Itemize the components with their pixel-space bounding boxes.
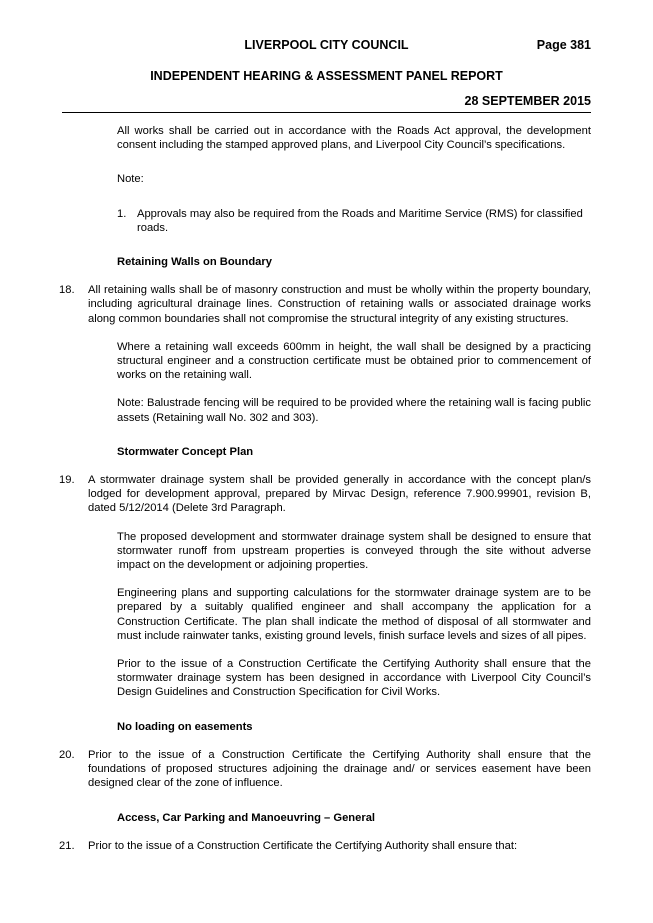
document-body [59, 124, 591, 853]
condition-18 [59, 283, 591, 326]
note-item-text: Approvals may also be required from the Roads and Maritime Service (RMS) for classified roads. [137, 207, 583, 234]
report-date: 28 SEPTEMBER 2015 [464, 94, 591, 108]
note-label: Note: [117, 173, 144, 186]
heading-retaining-walls: Retaining Walls on Boundary [117, 256, 272, 269]
condition-21 [59, 839, 591, 853]
condition-18-paragraph-2: Where a retaining wall exceeds 600mm in height, the wall shall be designed by a practicing structural engineer and a construction certificate must be obtained prior to commencement of works on the retaining wall. [117, 340, 591, 382]
note-item-number: 1. [117, 207, 127, 220]
intro-paragraph: All works shall be carried out in accordance with the Roads Act approval, the development consent including the stamped approved plans, and Liverpool City Council’s specifications. [117, 125, 591, 152]
header-line-1 [62, 38, 591, 54]
condition-19-paragraph-3: Engineering plans and supporting calculations for the stormwater drainage system are to be prepared by a suitably qualified engineer and shall accompany the application for a Construction Certificate. The plan shall indicate the method of disposal of all stormwater and must include rainwater tanks, existing ground levels, finish surface levels and sizes of all pipes. [117, 587, 591, 642]
condition-21-number: 21. [59, 839, 75, 852]
condition-20 [59, 748, 591, 791]
heading-access: Access, Car Parking and Manoeuvring – General [117, 811, 376, 824]
condition-18-paragraph-1: All retaining walls shall be of masonry construction and must be wholly within the property boundary, including agricultural drainage lines. Construction of retaining walls or associated drainage works along common boundaries shall not compromise the structural integrity of any existing structures. [88, 284, 591, 325]
condition-19-paragraph-1: A stormwater drainage system shall be provided generally in accordance with the concept plan/s lodged for development approval, prepared by Mirvac Design, reference 7.900.99901, revision B, dated 5/12/2014 (Delete 3rd Paragraph. [88, 474, 591, 515]
condition-19-paragraph-2: The proposed development and stormwater drainage system shall be designed to ensure that stormwater runoff from upstream properties is conveyed through the site without adverse impact on the development or adjoining properties. [117, 530, 591, 572]
council-name: LIVERPOOL CITY COUNCIL [244, 38, 409, 52]
header-divider [62, 112, 591, 113]
heading-easements: No loading on easements [117, 720, 253, 733]
condition-19-paragraph-4: Prior to the issue of a Construction Certificate the Certifying Authority shall ensure that the stormwater drainage system has been designed in accordance with Liverpool City Council’s Design Guidelines and Construction Specification for Civil Works. [117, 658, 591, 699]
note-list-item [117, 207, 591, 235]
condition-18-paragraph-3: Note: Balustrade fencing will be required to be provided where the retaining wall is facing public assets (Retaining wall No. 302 and 303). [117, 397, 591, 424]
condition-18-number: 18. [59, 284, 75, 297]
page-number: Page 381 [536, 38, 591, 52]
condition-20-number: 20. [59, 748, 75, 761]
condition-20-paragraph-1: Prior to the issue of a Construction Certificate the Certifying Authority shall ensure that the foundations of proposed structures adjoining the drainage and/ or services easement have been designed clear of the zone of influence. [88, 748, 591, 790]
condition-21-paragraph-1: Prior to the issue of a Construction Certificate the Certifying Authority shall ensure that: [88, 839, 518, 852]
condition-19 [59, 473, 591, 516]
report-title: INDEPENDENT HEARING & ASSESSMENT PANEL REPORT [150, 69, 503, 83]
condition-19-number: 19. [59, 474, 75, 487]
heading-stormwater: Stormwater Concept Plan [117, 445, 254, 458]
